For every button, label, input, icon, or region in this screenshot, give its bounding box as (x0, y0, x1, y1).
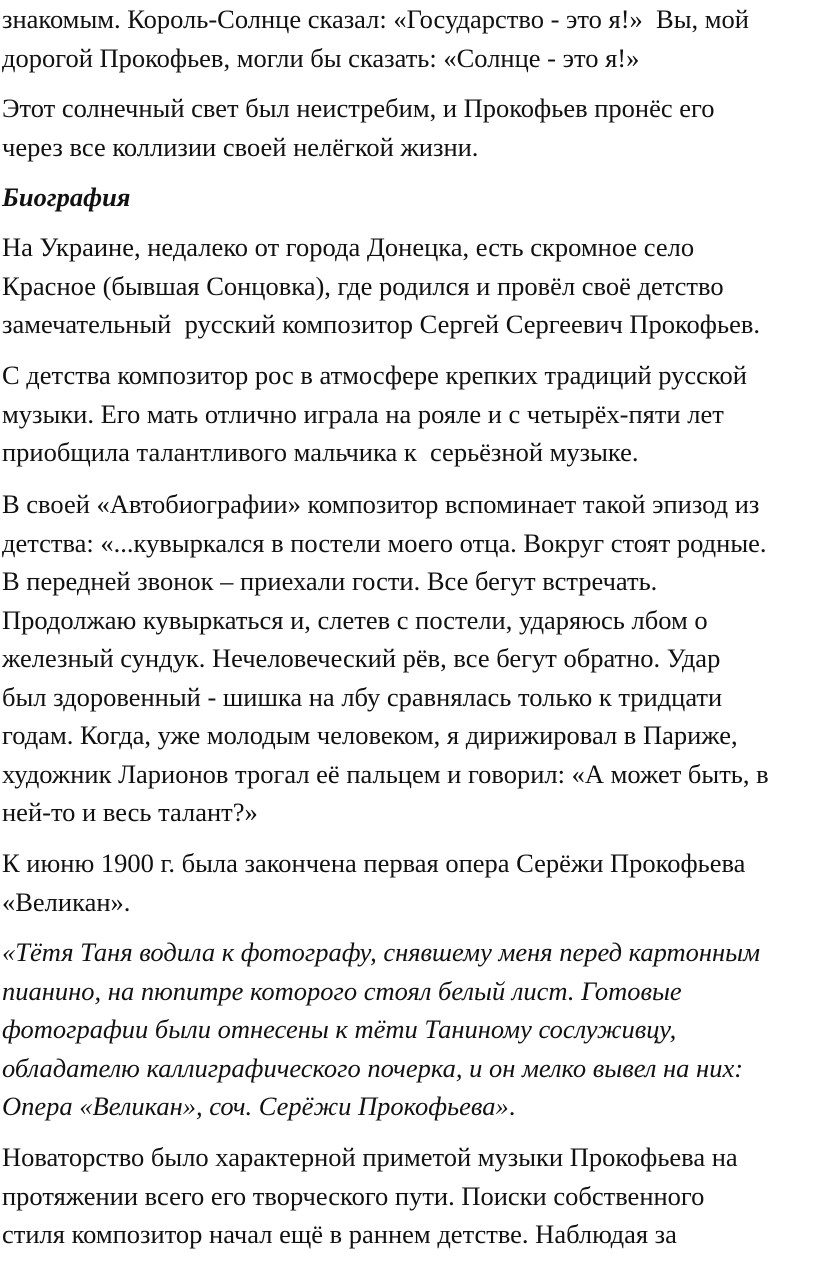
text-line: через все коллизии своей нелёгкой жизни. (2, 131, 479, 162)
paragraph-sunlight (2, 89, 814, 166)
text-line: художник Ларионов трогал её пальцем и говорил: «А может быть, в (2, 758, 769, 789)
text-line: знакомым. Король-Солнце сказал: «Государство - это я!» Вы, мой (2, 4, 749, 34)
text-line: приобщила талантливого мальчика к серьёзной музыке. (2, 437, 639, 467)
text-line: обладателю каллиграфического почерка, и он мелко вывел на них: (2, 1052, 744, 1083)
paragraph-first-opera (2, 844, 814, 921)
section-heading-biography (2, 178, 814, 217)
paragraph-childhood-music (2, 356, 814, 472)
text-line: детства: «...кувыркался в постели моего отца. Вокруг стоят родные. (2, 527, 767, 558)
text-line: Красное (бывшая Сонцовка), где родился и провёл своё детство (2, 270, 724, 301)
text-line: К июню 1900 г. была закончена первая опера Серёжи Прокофьева (2, 848, 746, 878)
text-line: протяжении всего его творческого пути. Поиски собственного (2, 1180, 705, 1211)
paragraph-sun-king (2, 0, 814, 77)
text-line: Новаторство было характерной приметой музыки Прокофьева на (2, 1142, 738, 1172)
text-line: С детства композитор рос в атмосфере крепких традиций русской (2, 360, 747, 390)
text-line: «Тётя Таня водила к фотографу, снявшему меня перед картонным (2, 937, 761, 967)
paragraph-birthplace (2, 228, 814, 344)
text-line: Этот солнечный свет был неистребим, и Прокофьев пронёс его (2, 93, 715, 123)
text-line: стиля композитор начал ещё в раннем детстве. Наблюдая за (2, 1219, 677, 1249)
text-line: музыки. Его мать отлично играла на рояле и с четырёх-пяти лет (2, 398, 724, 429)
text-line: был здоровенный - шишка на лбу сравнялась только к тридцати (2, 681, 723, 712)
text-line: фотографии были отнесены к тёти Таниному сослуживцу, (2, 1014, 677, 1044)
paragraph-autobiography-episode (2, 485, 814, 832)
text-line: В своей «Автобиографии» композитор вспоминает такой эпизод из (2, 489, 760, 519)
text-line: пианино, на пюпитре которого стоял белый лист. Готовые (2, 975, 682, 1006)
quote-last-line: Опера «Великан», соч. Серёжи Прокофьева» (2, 1091, 509, 1121)
text-line: ней-то и весь талант?» (2, 797, 258, 827)
text-line: Продолжаю кувыркаться и, слетев с постели, ударяюсь лбом о (2, 604, 708, 635)
paragraph-quote-photographer (2, 933, 814, 1126)
text-line: замечательный русский композитор Сергей Сергеевич Прокофьев. (2, 309, 760, 339)
text-line: дорогой Прокофьев, могли бы сказать: «Солнце - это я!» (2, 42, 640, 73)
closing-period: . (508, 1091, 516, 1121)
text-line: годам. Когда, уже молодым человеком, я дирижировал в Париже, (2, 720, 738, 750)
heading-text: Биография (2, 182, 131, 212)
text-line: В передней звонок – приехали гости. Все бегут встречать. (2, 566, 658, 596)
paragraph-innovation (2, 1138, 814, 1254)
text-line: На Украине, недалеко от города Донецка, есть скромное село (2, 232, 695, 262)
text-line (2, 1087, 814, 1126)
text-line: «Великан». (2, 886, 131, 917)
text-line: железный сундук. Нечеловеческий рёв, все бегут обратно. Удар (2, 643, 721, 673)
